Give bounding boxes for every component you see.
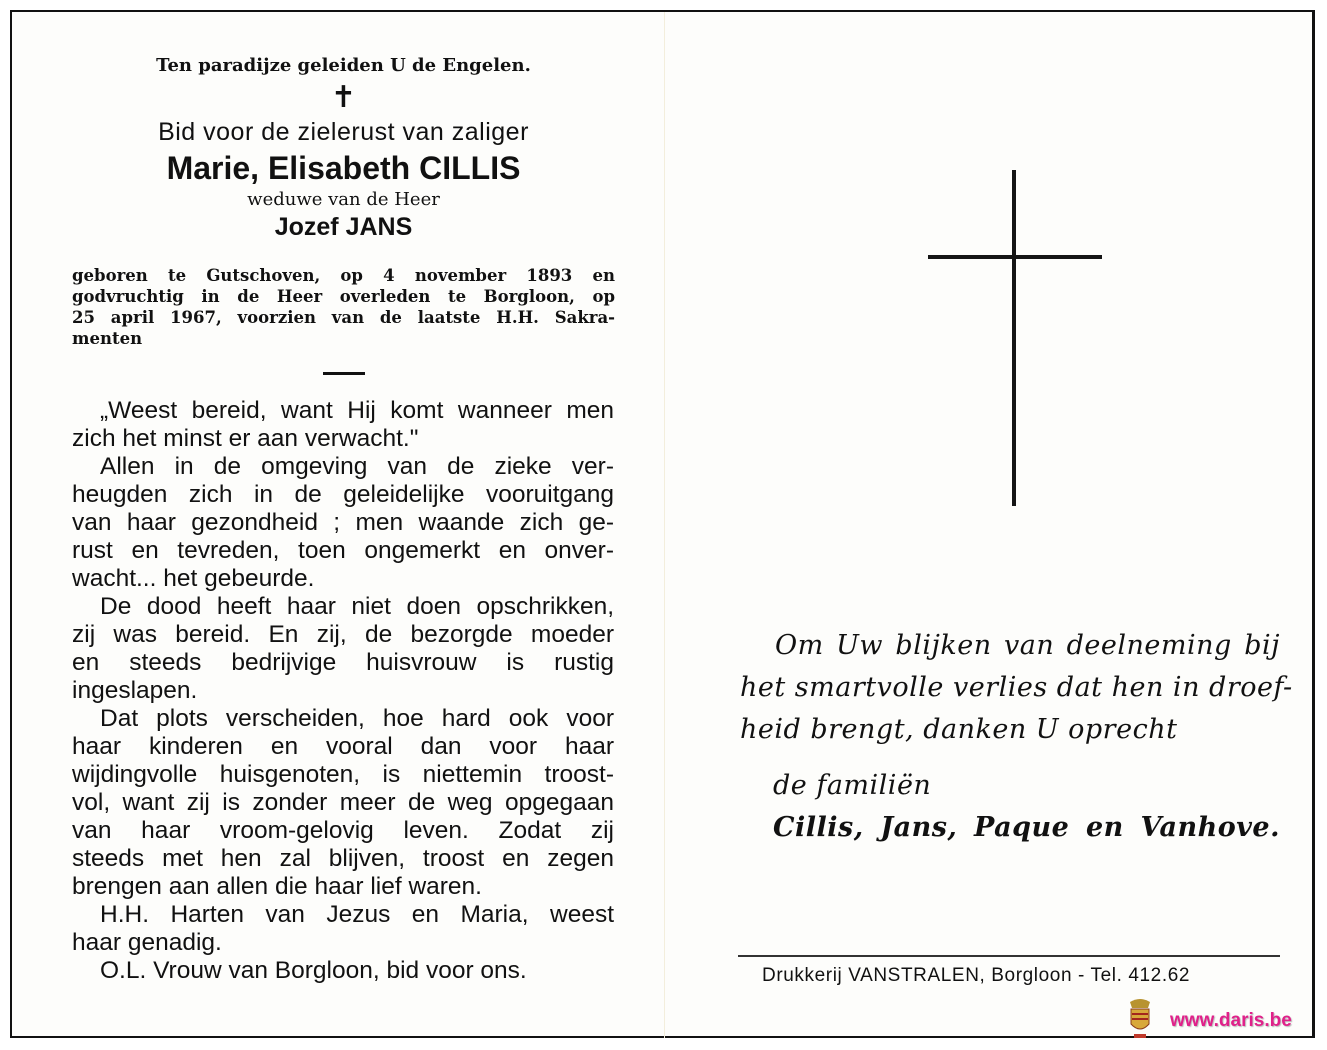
coat-of-arms-logo [1126,996,1154,1040]
text-line: brengen aan allen die haar lief waren. [72,873,482,900]
text-line: geboren te Gutschoven, op 4 november 1893 en [72,266,615,285]
cross-vertical-icon [1012,170,1016,506]
text-line: het smartvolle verlies dat hen in droef- [740,672,1293,703]
text-line: heid brengt, danken U oprecht [740,714,1178,745]
text-line: godvruchtig in de Heer overleden te Borgloon, op [72,287,615,306]
text-line: zij was bereid. En zij, de bezorgde moeder [72,621,614,648]
intro-text: Bid voor de zielerust van zaliger [158,118,529,146]
spouse-name: Jozef JANS [274,213,413,241]
card-fold [664,12,665,1038]
watermark-site: www.daris.be [1170,1010,1292,1031]
text-line: en steeds bedrijvige huisvrouw is rustig [72,649,614,676]
text-line: Allen in de omgeving van de zieke ver- [100,453,614,480]
text-line: steeds met hen zal blijven, troost en zegen [72,845,614,872]
divider [323,372,365,375]
text-line: 25 april 1967, voorzien van de laatste H.H. Sakra- [72,308,615,327]
text-line: Om Uw blijken van deelneming bij [775,630,1280,661]
text-line: Dat plots verscheiden, hoe hard ook voor [100,705,614,732]
cross-horizontal-icon [928,255,1102,259]
deceased-name: Marie, Elisabeth CILLIS [166,150,521,186]
families-label: de familiën [773,770,932,801]
text-line: heugden zich in de geleidelijke vooruitgang [72,481,614,508]
text-line: H.H. Harten van Jezus en Maria, weest [100,901,614,928]
text-line: van haar vroom-gelovig leven. Zodat zij [72,817,614,844]
footer-rule [738,955,1280,957]
text-line: vol, want zij is zonder meer de weg opgegaan [72,789,614,816]
text-line: „Weest bereid, want Hij komt wanneer men [100,397,614,424]
text-line: wacht... het gebeurde. [72,565,315,592]
widow-of: weduwe van de Heer [247,189,440,210]
motto: Ten paradijze geleiden U de Engelen. [156,55,531,76]
text-line: rust en tevreden, toen ongemerkt en onver- [72,537,614,564]
text-line: haar genadig. [72,929,222,956]
text-line: zich het minst er aan verwacht." [72,425,419,452]
text-line: van haar gezondheid ; men waande zich ge- [72,509,614,536]
text-line: De dood heeft haar niet doen opschrikken, [100,593,614,620]
cross-icon: ✝ [330,80,357,115]
printer-credit: Drukkerij VANSTRALEN, Borgloon - Tel. 412.62 [762,965,1191,986]
text-line: ingeslapen. [72,677,198,704]
family-names: Cillis, Jans, Paque en Vanhove. [773,812,1280,843]
text-line: haar kinderen en vooral dan voor haar [72,733,614,760]
text-line: menten [72,329,143,348]
text-line: O.L. Vrouw van Borgloon, bid voor ons. [100,957,527,984]
text-line: wijdingvolle huisgenoten, is niettemin troost- [72,761,614,788]
